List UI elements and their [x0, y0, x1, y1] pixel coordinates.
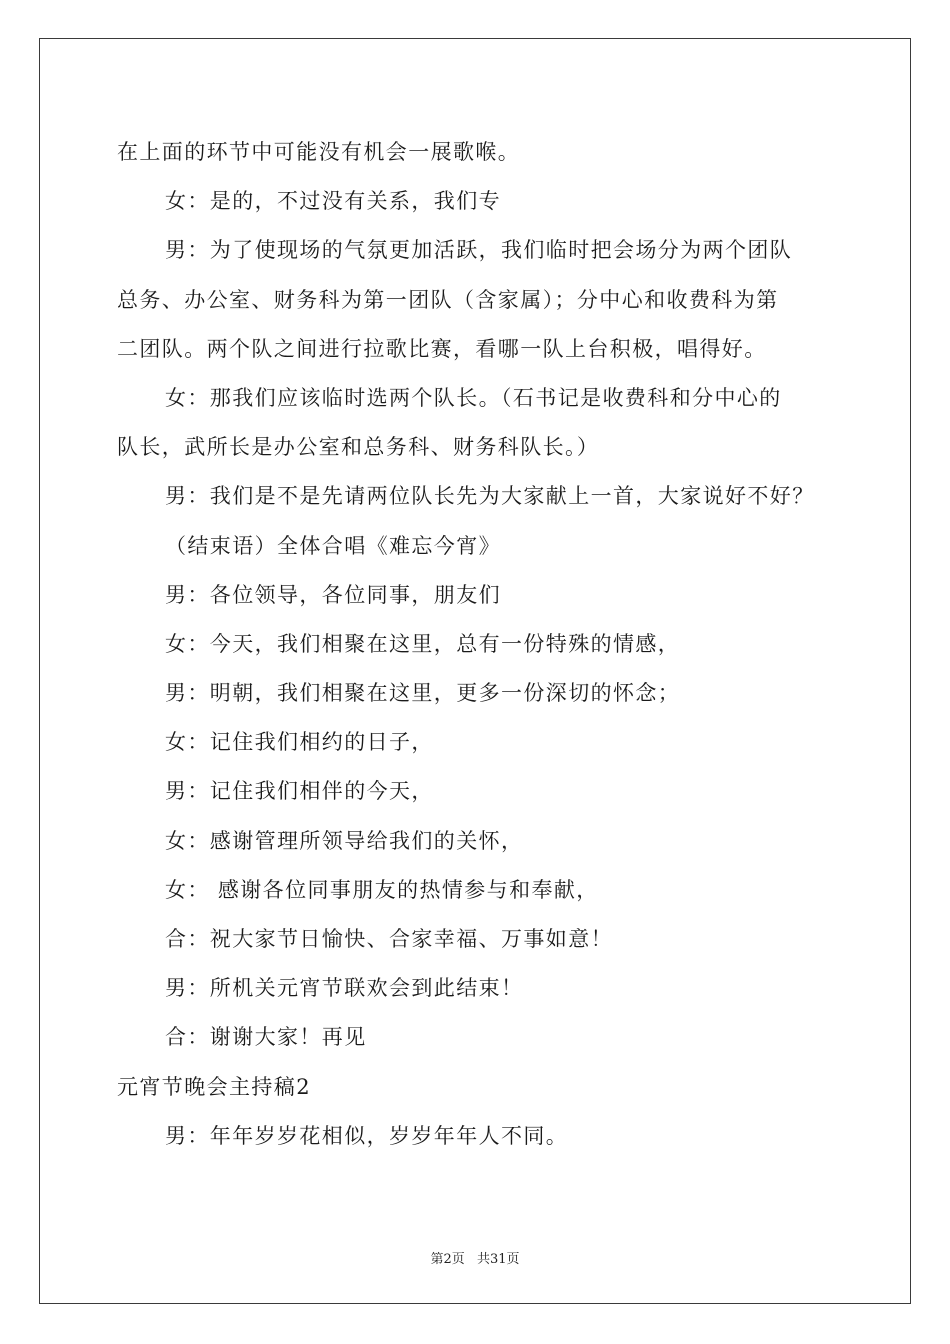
paragraph-line: 队长，武所长是办公室和总务科、财务科队长。）: [117, 435, 600, 460]
paragraph-line: 男：我们是不是先请两位队长先为大家献上一首，大家说好不好？: [165, 484, 815, 509]
paragraph-line: 男：为了使现场的气氛更加活跃，我们临时把会场分为两个团队: [165, 238, 793, 263]
paragraph-line: 女：记住我们相约的日子，: [165, 730, 434, 755]
paragraph-line: 女： 感谢各位同事朋友的热情参与和奉献，: [165, 877, 599, 902]
paragraph-line: 二团队。两个队之间进行拉歌比赛，看哪一队上台积极，唱得好。: [117, 336, 767, 361]
paragraph-line: 在上面的环节中可能没有机会一展歌喉。: [117, 140, 521, 164]
paragraph-line: 元宵节晚会主持稿2: [117, 1074, 311, 1099]
document-body: [117, 128, 837, 1161]
paragraph-line: 男：年年岁岁花相似，岁岁年年人不同。: [165, 1123, 569, 1148]
paragraph-line: 女：那我们应该临时选两个队长。（石书记是收费科和分中心的: [165, 385, 782, 410]
paragraph-line: 女：是的，不过没有关系，我们专: [165, 189, 501, 214]
current-page-label: 第2页: [430, 1252, 465, 1267]
paragraph-line: 男：记住我们相伴的今天，: [165, 779, 434, 804]
paragraph-line: 合：祝大家节日愉快、合家幸福、万事如意！: [165, 927, 613, 951]
page-footer: [0, 1248, 950, 1267]
paragraph-line: 合：谢谢大家！再见: [165, 1025, 367, 1050]
paragraph-line: 总务、办公室、财务科为第一团队（含家属）；分中心和收费科为第: [117, 287, 779, 312]
total-pages-label: 共31页: [476, 1252, 520, 1267]
paragraph-line: （结束语）全体合唱《难忘今宵》: [165, 533, 501, 558]
paragraph-line: 女：今天，我们相聚在这里，总有一份特殊的情感，: [165, 631, 681, 656]
paragraph-line: 男：所机关元宵节联欢会到此结束！: [165, 976, 524, 1001]
paragraph-line: 女：感谢管理所领导给我们的关怀，: [165, 828, 524, 853]
paragraph-line: 男：各位领导，各位同事，朋友们: [165, 582, 501, 607]
paragraph-line: 男：明朝，我们相聚在这里，更多一份深切的怀念；: [165, 681, 681, 706]
